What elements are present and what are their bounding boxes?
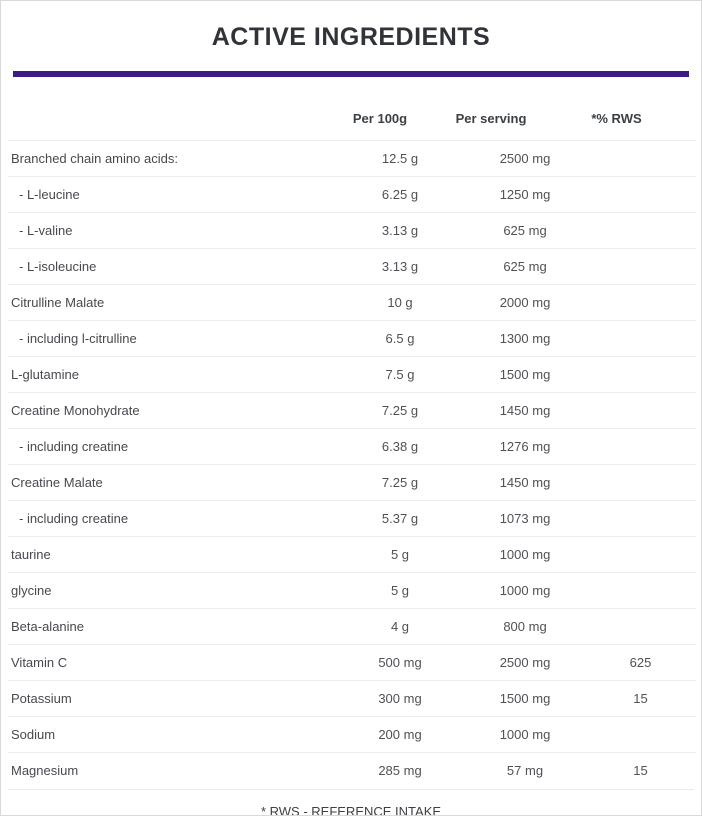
- ingredients-table: [8, 77, 696, 789]
- per-serving-cell: 57 mg: [465, 753, 585, 789]
- per-serving-cell: 625 mg: [465, 213, 585, 249]
- table-body: [8, 141, 696, 789]
- rws-cell: [585, 285, 696, 321]
- ingredient-name-cell: glycine: [8, 573, 335, 609]
- table-row: [8, 681, 696, 717]
- ingredient-name-cell: - including l-citrulline: [8, 321, 335, 357]
- per-100g-cell: 300 mg: [335, 681, 465, 717]
- table-row: [8, 177, 696, 213]
- per-serving-cell: 1450 mg: [465, 393, 585, 429]
- ingredient-name-cell: L-glutamine: [8, 357, 335, 393]
- rws-cell: [585, 321, 696, 357]
- column-header-per-100g-label: Per 100g: [352, 111, 408, 126]
- table-row: [8, 249, 696, 285]
- per-100g-cell: 6.5 g: [335, 321, 465, 357]
- ingredient-name-cell: - L-leucine: [8, 177, 335, 213]
- rws-cell: 15: [585, 753, 696, 789]
- ingredient-name-cell: - including creatine: [8, 429, 335, 465]
- table-row: [8, 645, 696, 681]
- per-100g-cell: 7.25 g: [335, 465, 465, 501]
- per-100g-cell: 3.13 g: [335, 213, 465, 249]
- rws-cell: [585, 177, 696, 213]
- rws-cell: [585, 429, 696, 465]
- rws-cell: [585, 717, 696, 753]
- per-100g-cell: 7.25 g: [335, 393, 465, 429]
- rws-cell: [585, 141, 696, 177]
- rws-cell: [585, 393, 696, 429]
- per-serving-cell: 1073 mg: [465, 501, 585, 537]
- ingredient-name-cell: - L-isoleucine: [8, 249, 335, 285]
- table-row: [8, 213, 696, 249]
- column-header-per-serving-label: Per serving: [455, 111, 527, 126]
- rws-cell: [585, 357, 696, 393]
- rws-cell: [585, 213, 696, 249]
- table-row: [8, 753, 696, 789]
- per-serving-cell: 1450 mg: [465, 465, 585, 501]
- table-row: [8, 393, 696, 429]
- per-100g-cell: 5 g: [335, 573, 465, 609]
- per-serving-cell: 1276 mg: [465, 429, 585, 465]
- per-serving-cell: 1500 mg: [465, 357, 585, 393]
- table-row: [8, 357, 696, 393]
- ingredient-name-cell: - L-valine: [8, 213, 335, 249]
- per-serving-cell: 625 mg: [465, 249, 585, 285]
- table-row: [8, 429, 696, 465]
- per-100g-cell: 285 mg: [335, 753, 465, 789]
- ingredient-name-cell: Sodium: [8, 717, 335, 753]
- per-serving-cell: 2500 mg: [465, 645, 585, 681]
- ingredient-name-cell: Potassium: [8, 681, 335, 717]
- per-serving-cell: 1000 mg: [465, 573, 585, 609]
- per-100g-cell: 5 g: [335, 537, 465, 573]
- per-100g-cell: 6.38 g: [335, 429, 465, 465]
- per-serving-cell: 2000 mg: [465, 285, 585, 321]
- per-100g-cell: 200 mg: [335, 717, 465, 753]
- page-title: ACTIVE INGREDIENTS: [211, 23, 491, 51]
- table-row: [8, 141, 696, 177]
- table-row: [8, 501, 696, 537]
- column-header-rws-label: *% RWS: [591, 111, 642, 126]
- per-100g-cell: 10 g: [335, 285, 465, 321]
- per-100g-cell: 5.37 g: [335, 501, 465, 537]
- per-serving-cell: 1000 mg: [465, 717, 585, 753]
- per-100g-cell: 7.5 g: [335, 357, 465, 393]
- per-serving-cell: 800 mg: [465, 609, 585, 645]
- table-row: [8, 321, 696, 357]
- per-100g-cell: 6.25 g: [335, 177, 465, 213]
- per-100g-cell: 4 g: [335, 609, 465, 645]
- rws-cell: [585, 573, 696, 609]
- table-row: [8, 573, 696, 609]
- per-serving-cell: 1300 mg: [465, 321, 585, 357]
- table-row: [8, 609, 696, 645]
- per-100g-cell: 3.13 g: [335, 249, 465, 285]
- per-serving-cell: 1250 mg: [465, 177, 585, 213]
- table-row: [8, 717, 696, 753]
- rws-cell: [585, 465, 696, 501]
- rws-cell: [585, 501, 696, 537]
- table-row: [8, 285, 696, 321]
- ingredient-name-cell: taurine: [8, 537, 335, 573]
- per-serving-cell: 1500 mg: [465, 681, 585, 717]
- rws-cell: 15: [585, 681, 696, 717]
- column-header-rws: [585, 77, 696, 141]
- ingredient-name-cell: Creatine Monohydrate: [8, 393, 335, 429]
- ingredient-name-cell: Vitamin C: [8, 645, 335, 681]
- rws-cell: 625: [585, 645, 696, 681]
- rws-cell: [585, 609, 696, 645]
- per-100g-cell: 12.5 g: [335, 141, 465, 177]
- ingredient-name-cell: Creatine Malate: [8, 465, 335, 501]
- ingredient-name-cell: - including creatine: [8, 501, 335, 537]
- footnote: * RWS - REFERENCE INTAKE: [8, 789, 694, 816]
- per-serving-cell: 2500 mg: [465, 141, 585, 177]
- column-header-ingredient: [8, 77, 335, 141]
- ingredient-name-cell: Magnesium: [8, 753, 335, 789]
- ingredient-name-cell: Citrulline Malate: [8, 285, 335, 321]
- column-header-per-serving: [455, 77, 585, 141]
- ingredient-name-cell: Branched chain amino acids:: [8, 141, 335, 177]
- rws-cell: [585, 249, 696, 285]
- table-row: [8, 537, 696, 573]
- per-100g-cell: 500 mg: [335, 645, 465, 681]
- ingredient-name-cell: Beta-alanine: [8, 609, 335, 645]
- per-serving-cell: 1000 mg: [465, 537, 585, 573]
- rws-cell: [585, 537, 696, 573]
- column-header-per-100g: [335, 77, 465, 141]
- table-row: [8, 465, 696, 501]
- table-header-row: [8, 77, 696, 141]
